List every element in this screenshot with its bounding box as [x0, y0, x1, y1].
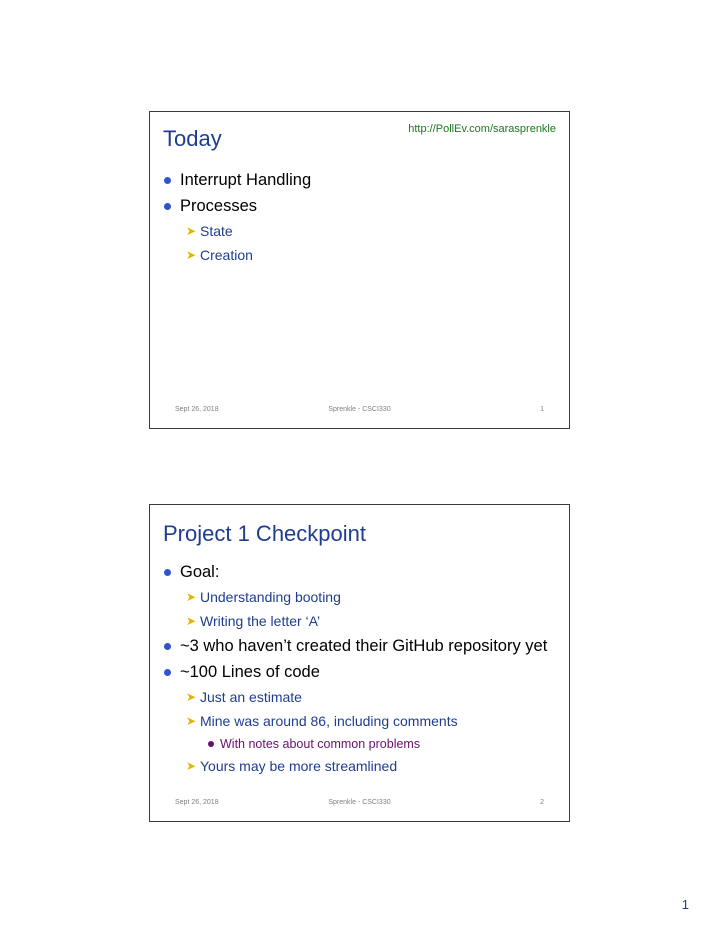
footer-date: Sept 26, 2018: [175, 406, 219, 413]
slide-footer: [150, 799, 569, 811]
footer-author: Sprenkle - CSCI330: [328, 799, 391, 806]
list-item: ~3 who haven’t created their GitHub repository yet: [162, 635, 557, 657]
slide-title: Project 1 Checkpoint: [163, 521, 366, 546]
bullet-list: [162, 561, 557, 780]
list-item: Interrupt Handling: [162, 169, 557, 191]
sub-list-item: ➤ Creation: [186, 247, 253, 263]
arrow-icon: ➤: [186, 248, 197, 262]
bullet-icon: [164, 569, 171, 576]
page-number: 1: [681, 897, 689, 912]
arrow-icon: ➤: [186, 224, 197, 238]
sub-list-item: ➤ State: [186, 223, 233, 239]
bullet-icon: [164, 669, 171, 676]
list-item: ~100 Lines of code: [162, 661, 557, 683]
arrow-icon: ➤: [186, 759, 197, 773]
arrow-icon: ➤: [186, 614, 197, 628]
slide-2: [149, 504, 570, 822]
poll-url: http://PollEv.com/sarasprenkle: [408, 123, 556, 135]
sub-sub-list-item: With notes about common problems: [162, 735, 557, 753]
slide-number: 1: [540, 406, 544, 413]
bullet-icon: [164, 177, 171, 184]
arrow-icon: ➤: [186, 590, 197, 604]
slide-footer: [150, 406, 569, 418]
slide-1: [149, 111, 570, 429]
sub-list-item: ➤ Just an estimate: [186, 689, 302, 705]
sub-list-item: ➤ Mine was around 86, including comments: [186, 713, 458, 729]
arrow-icon: ➤: [186, 690, 197, 704]
bullet-list: [162, 169, 557, 269]
arrow-icon: ➤: [186, 714, 197, 728]
footer-author: Sprenkle - CSCI330: [328, 406, 391, 413]
sub-list-item: ➤ Understanding booting: [186, 589, 341, 605]
list-item: Processes: [162, 195, 557, 217]
bullet-icon: [164, 643, 171, 650]
bullet-icon: [208, 741, 214, 747]
slide-number: 2: [540, 799, 544, 806]
sub-list-item: ➤ Yours may be more streamlined: [186, 758, 398, 774]
footer-date: Sept 26, 2018: [175, 799, 219, 806]
list-item: Goal:: [162, 561, 557, 583]
slide-title: Today: [163, 126, 222, 151]
bullet-icon: [164, 203, 171, 210]
sub-list-item: ➤ Writing the letter ‘A’: [186, 613, 321, 629]
